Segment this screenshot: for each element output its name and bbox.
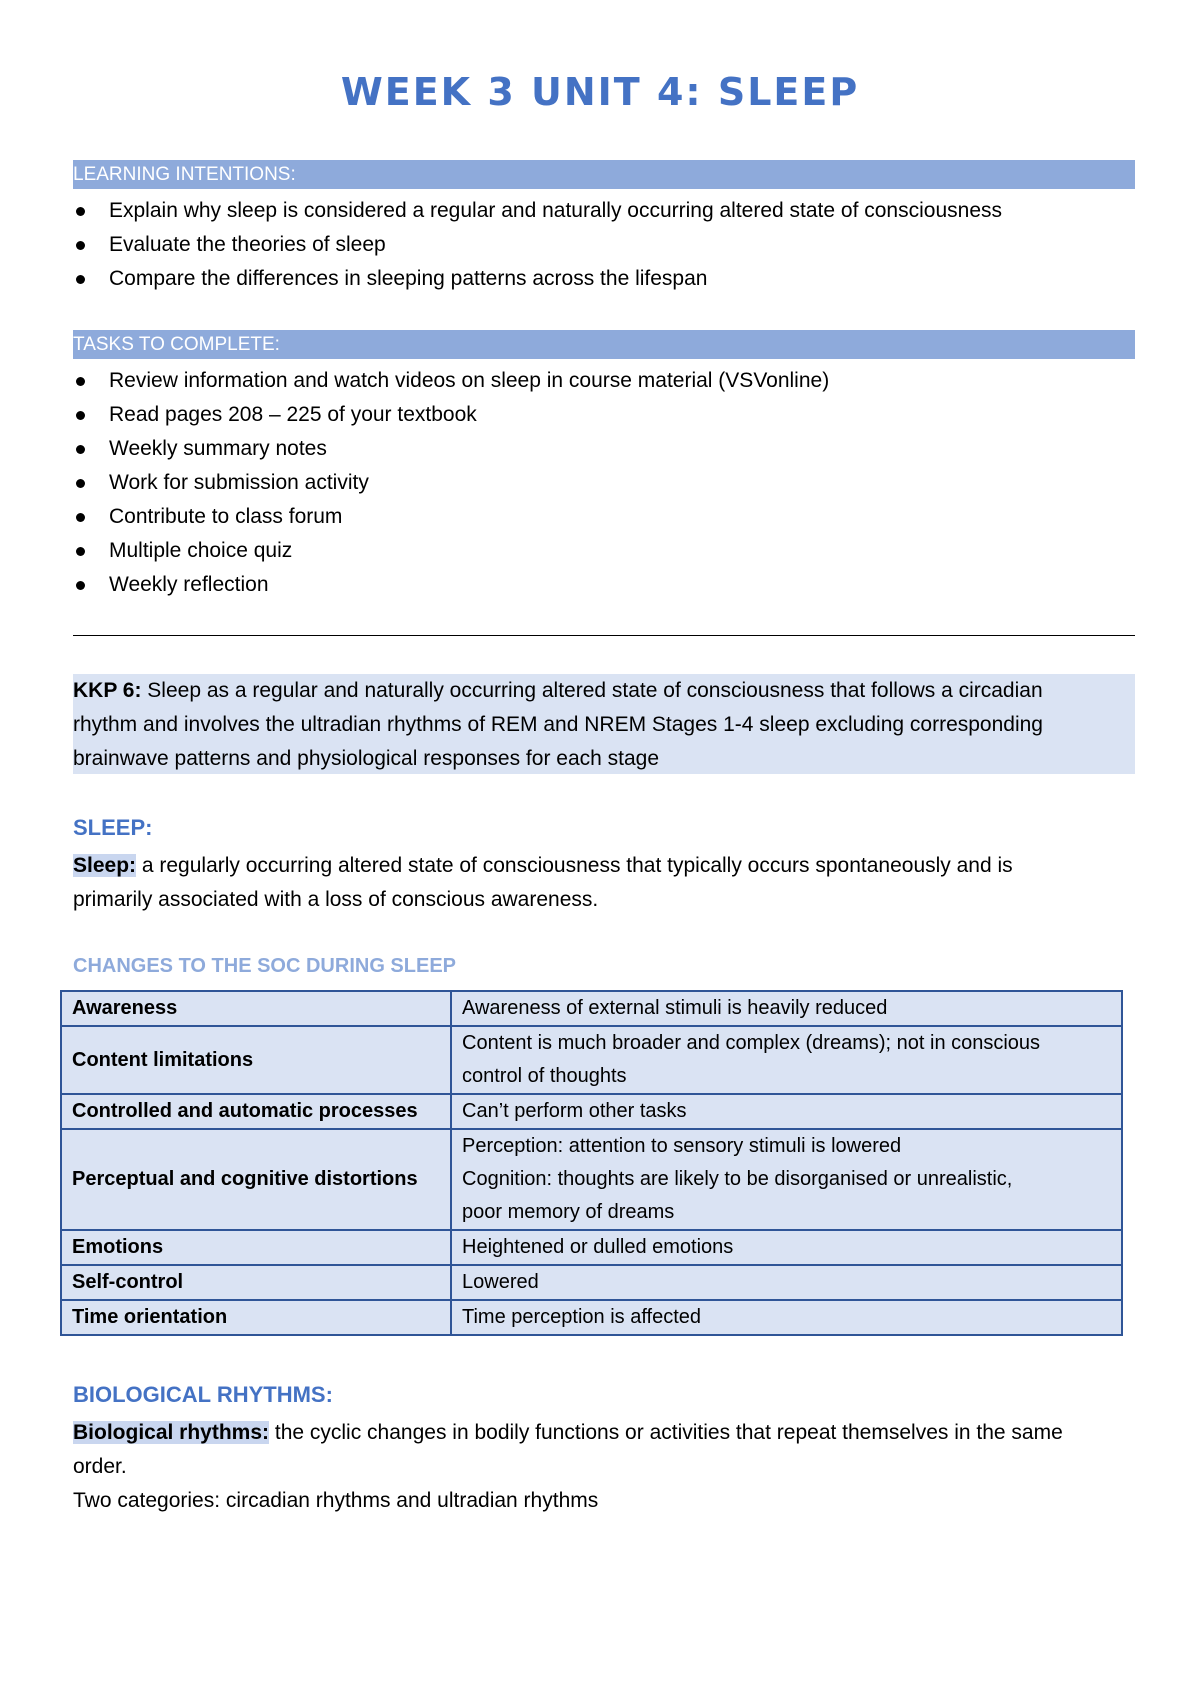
- tasks-header: TASKS TO COMPLETE:: [73, 330, 1135, 359]
- table-row: Awareness Awareness of external stimuli is heavily reduced: [61, 991, 1122, 1026]
- list-item: Contribute to class forum: [73, 500, 829, 534]
- list-item: Compare the differences in sleeping patterns across the lifespan: [73, 262, 1002, 296]
- table-row: Time orientation Time perception is affected: [61, 1300, 1122, 1335]
- list-item: Review information and watch videos on sleep in course material (VSVonline): [73, 364, 829, 398]
- kkp-box: KKP 6: Sleep as a regular and naturally occurring altered state of consciousness that follows a circadian rhythm and involves the ultradian rhythms of REM and NREM Stages 1-4 sleep excluding corresponding brainwave patterns and physiological responses for each stage: [73, 674, 1135, 774]
- bullet-icon: [76, 377, 85, 386]
- list-item: Evaluate the theories of sleep: [73, 228, 1002, 262]
- bullet-icon: [76, 479, 85, 488]
- bio-rhythms-categories: Two categories: circadian rhythms and ultradian rhythms: [73, 1489, 599, 1512]
- table-row: Content limitations Content is much broader and complex (dreams); not in conscious control of thoughts: [61, 1026, 1122, 1094]
- bullet-icon: [76, 445, 85, 454]
- table-row: Controlled and automatic processes Can’t perform other tasks: [61, 1094, 1122, 1129]
- table-row: Emotions Heightened or dulled emotions: [61, 1230, 1122, 1265]
- list-item: Weekly summary notes: [73, 432, 829, 466]
- bio-rhythms-heading: BIOLOGICAL RHYTHMS:: [73, 1382, 333, 1407]
- list-item: Multiple choice quiz: [73, 534, 829, 568]
- bio-rhythms-definition: Biological rhythms: the cyclic changes in bodily functions or activities that repeat themselves in the same order. Two categories: circadian rhythms and ultradian rhythms: [73, 1421, 1063, 1512]
- learning-intentions-list: [73, 194, 1002, 296]
- kkp-label: KKP 6:: [73, 679, 142, 702]
- list-item: Explain why sleep is considered a regular and naturally occurring altered state of consciousness: [73, 194, 1002, 228]
- bio-rhythms-term: Biological rhythms:: [73, 1421, 270, 1444]
- page-title: WEEK 3 UNIT 4: SLEEP: [340, 70, 860, 114]
- bullet-icon: [76, 513, 85, 522]
- divider: [73, 635, 1135, 636]
- table-row: Self-control Lowered: [61, 1265, 1122, 1300]
- tasks-list: [73, 364, 829, 602]
- bullet-icon: [76, 275, 85, 284]
- bullet-icon: [76, 581, 85, 590]
- sleep-term: Sleep:: [73, 854, 137, 877]
- table-row: Perceptual and cognitive distortions Perception: attention to sensory stimuli is lowered Cognition: thoughts are likely to be disorganised or unrealistic, poor memory of dreams: [61, 1129, 1122, 1230]
- soc-heading: CHANGES TO THE SOC DURING SLEEP: [73, 955, 457, 977]
- bullet-icon: [76, 207, 85, 216]
- list-item: Weekly reflection: [73, 568, 829, 602]
- list-item: Work for submission activity: [73, 466, 829, 500]
- learning-intentions-header: LEARNING INTENTIONS:: [73, 160, 1135, 189]
- soc-table: [60, 990, 1123, 1336]
- bullet-icon: [76, 411, 85, 420]
- list-item: Read pages 208 – 225 of your textbook: [73, 398, 829, 432]
- bullet-icon: [76, 241, 85, 250]
- bullet-icon: [76, 547, 85, 556]
- sleep-heading: SLEEP:: [73, 815, 153, 840]
- sleep-definition: Sleep: a regularly occurring altered state of consciousness that typically occurs spontaneously and is primarily associated with a loss of conscious awareness.: [73, 854, 1013, 911]
